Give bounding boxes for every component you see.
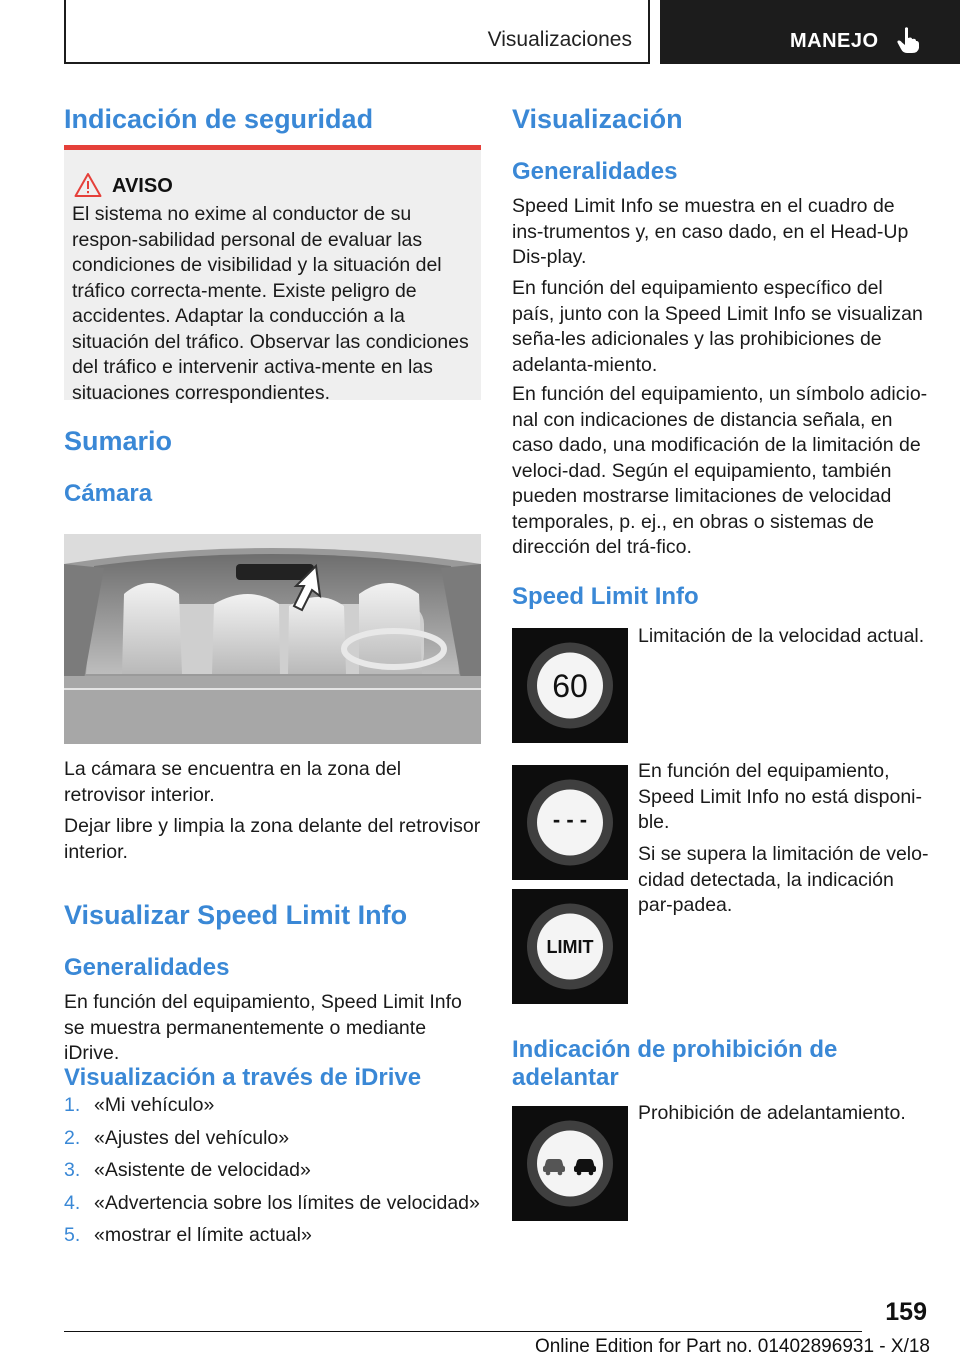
- speed-limit-60-sign: [512, 628, 628, 743]
- camera-paragraph-1: La cámara se encuentra en la zona del retrovisor interior.: [64, 758, 402, 806]
- step-text: «Advertencia sobre los límites de velocidad»: [94, 1191, 480, 1214]
- sli-current-text: Limitación de la velocidad actual.: [638, 625, 925, 647]
- step-number: 1.: [64, 1094, 81, 1116]
- page-number: 159: [885, 1298, 927, 1326]
- list-item: [64, 1224, 484, 1257]
- camera-paragraph-2: Dejar libre y limpia la zona delante del retrovisor interior.: [64, 815, 481, 863]
- general-heading-right: Generalidades: [512, 158, 678, 185]
- sign-60-text: 60: [552, 668, 588, 704]
- speed-limit-unavailable-sign: [512, 765, 628, 880]
- step-number: 4.: [64, 1191, 81, 1214]
- header-section-title: Visualizaciones: [487, 28, 632, 51]
- warning-title: AVISO: [112, 175, 173, 197]
- list-item: [64, 1094, 484, 1127]
- idrive-heading: Visualización a través de iDrive: [64, 1064, 422, 1091]
- display-paragraph-3: En función del equipamiento, un símbolo adicio-nal con indicaciones de distancia señala, en caso dado, una modificación de la limitación de veloci-dad. Según el equipamiento, también pueden mostrarse limitaciones de velocidad temporales, p. ej., en obras o sistemas de dirección del trá-fico.: [512, 383, 928, 558]
- display-heading: Visualización: [512, 104, 683, 134]
- safety-heading: Indicación de seguridad: [64, 104, 374, 134]
- step-text: «Ajustes del vehículo»: [94, 1126, 290, 1149]
- warning-text: El sistema no exime al conductor de su respon-sabilidad personal de evaluar las condiciones de visibilidad y la situación del tráfico correcta-mente. Existe peligro de accidentes. Adaptar la conducción a la situación del tráfico. Observar las condiciones del tráfico e intervenir activa-mente en las situaciones correspondientes.: [72, 203, 469, 404]
- sign-limit-text: LIMIT: [546, 937, 594, 957]
- sign-dashes-text: - - -: [552, 807, 588, 832]
- header-chapter-label: MANEJO: [790, 30, 879, 52]
- step-text: «Mi vehículo»: [94, 1094, 215, 1116]
- warning-triangle-icon: [74, 172, 102, 198]
- summary-heading: Sumario: [64, 426, 173, 456]
- step-number: 5.: [64, 1224, 81, 1246]
- general-heading-left: Generalidades: [64, 954, 230, 981]
- display-paragraph-1: Speed Limit Info se muestra en el cuadro de ins-trumentos y, en caso dado, en el Head-Up Dis-play.: [512, 195, 909, 268]
- no-passing-sign: [512, 1106, 628, 1221]
- sli-flash-text: Si se supera la limitación de velo-cidad detectada, la indicación par-padea.: [638, 843, 929, 916]
- show-sli-heading: Visualizar Speed Limit Info: [64, 900, 408, 930]
- step-number: 2.: [64, 1126, 81, 1149]
- camera-heading: Cámara: [64, 480, 153, 507]
- header-chapter-tab: [660, 0, 960, 64]
- warning-box: [64, 145, 481, 404]
- step-text: «Asistente de velocidad»: [94, 1159, 311, 1181]
- step-text: «mostrar el límite actual»: [94, 1224, 312, 1246]
- pointing-hand-icon: [896, 26, 920, 54]
- no-passing-text: Prohibición de adelantamiento.: [638, 1102, 906, 1124]
- footer-divider: [64, 1331, 862, 1332]
- step-number: 3.: [64, 1159, 81, 1181]
- idrive-steps-list: [64, 1094, 484, 1257]
- list-item: [64, 1127, 484, 1160]
- display-paragraph-2: En función del equipamiento específico del país, junto con la Speed Limit Info se visualizan seña-les adicionales y las prohibiciones de adelanta-miento.: [512, 277, 923, 376]
- sli-heading: Speed Limit Info: [512, 583, 699, 610]
- list-item: [64, 1159, 484, 1192]
- list-item: [64, 1192, 484, 1225]
- sli-unavailable-text: En función del equipamiento, Speed Limit Info no está disponi-ble.: [638, 760, 923, 833]
- header-section-box: [64, 0, 650, 64]
- general-text-left: En función del equipamiento, Speed Limit Info se muestra permanentemente o mediante iDrive.: [64, 991, 462, 1064]
- limit-sign: [512, 889, 628, 1004]
- footer-edition: Online Edition for Part no. 01402896931 - X/18: [534, 1336, 930, 1357]
- no-passing-heading: Indicación de prohibición de adelantar: [512, 1036, 838, 1091]
- car-interior-camera-image: [64, 534, 481, 744]
